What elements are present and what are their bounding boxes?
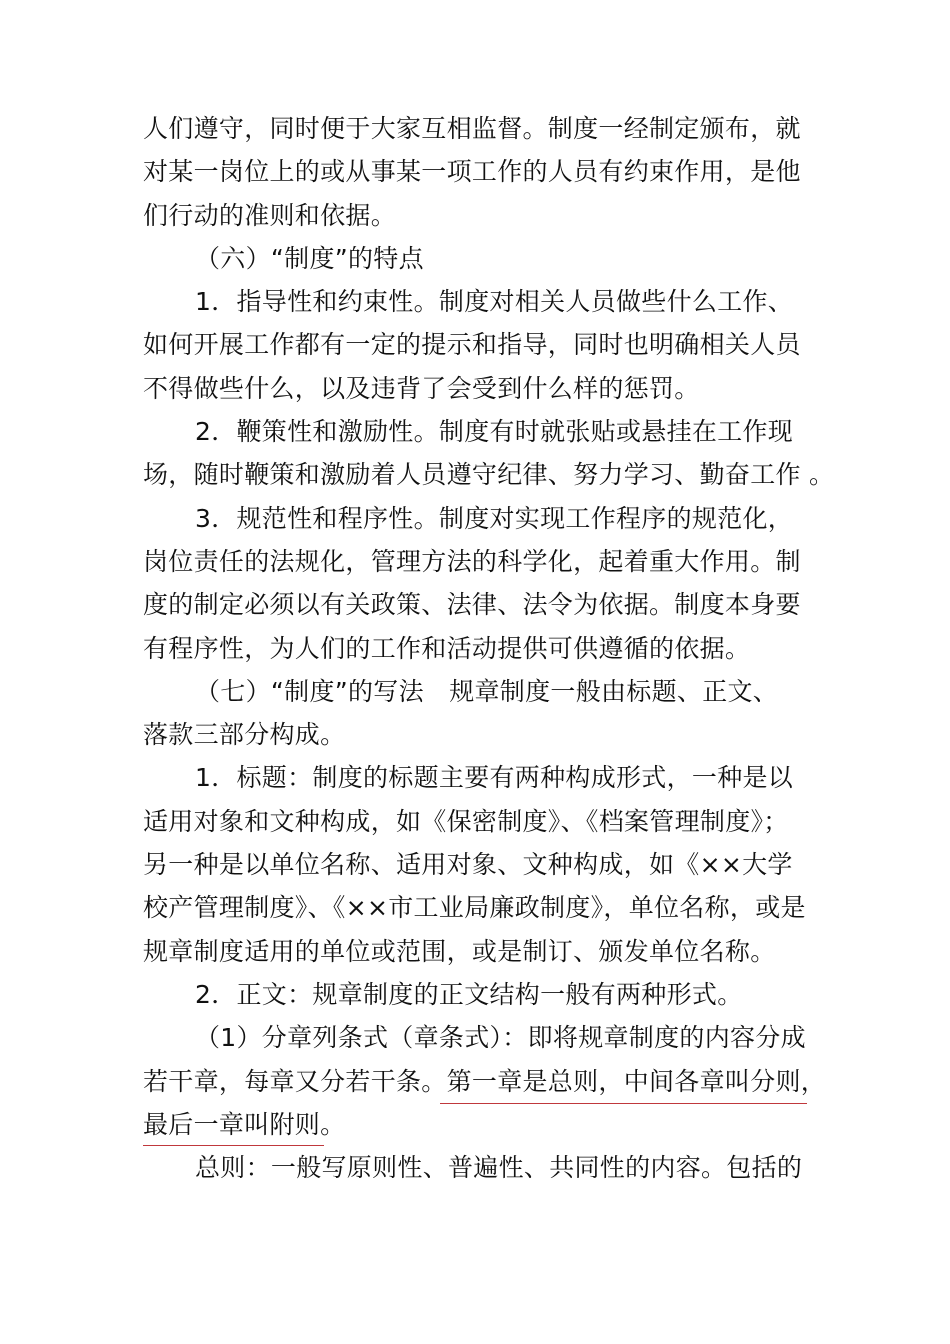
text-line: 2．鞭策性和激励性。制度有时就张贴或悬挂在工作现 — [195, 417, 794, 447]
underline-mark — [143, 1145, 324, 1146]
text-line: 最后一章叫附则。 — [143, 1109, 346, 1139]
text-line: 若干章，每章又分若干条。第一章是总则，中间各章叫分则， — [143, 1066, 827, 1096]
text-line: 3．规范性和程序性。制度对实现工作程序的规范化， — [195, 503, 794, 533]
text-line: 1．标题：制度的标题主要有两种构成形式，一种是以 — [195, 763, 794, 793]
text-line: 人们遵守，同时便于大家互相监督。制度一经制定颁布，就 — [143, 114, 801, 143]
text-line: 不得做些什么，以及违背了会受到什么样的惩罚。 — [143, 373, 700, 403]
text-line: 们行动的准则和依据。 — [143, 200, 397, 230]
text-line: 岗位责任的法规化，管理方法的科学化，起着重大作用。制 — [143, 546, 801, 576]
text-line: 有程序性，为人们的工作和活动提供可供遵循的依据。 — [143, 633, 751, 663]
section-heading: （七）“制度”的写法 规章制度一般由标题、正文、 — [195, 676, 779, 706]
text-line: 适用对象和文种构成，如《保密制度》、《档案管理制度》； — [143, 806, 789, 836]
text-line: 2．正文：规章制度的正文结构一般有两种形式。 — [195, 979, 743, 1009]
text-line: 对某一岗位上的或从事某一项工作的人员有约束作用，是他 — [143, 157, 801, 187]
underline-mark — [440, 1103, 807, 1104]
text-line: 规章制度适用的单位或范围，或是制订、颁发单位名称。 — [143, 936, 776, 966]
text-line: 度的制定必须以有关政策、法律、法令为依据。制度本身要 — [143, 590, 801, 620]
text-line: 落款三部分构成。 — [143, 720, 346, 750]
text-line: （1）分章列条式（章条式）：即将规章制度的内容分成 — [195, 1023, 806, 1053]
text-line: 总则：一般写原则性、普遍性、共同性的内容。包括的 — [195, 1153, 803, 1183]
section-heading: （六）“制度”的特点 — [195, 243, 424, 273]
text-line: 如何开展工作都有一定的提示和指导，同时也明确相关人员 — [143, 330, 801, 360]
text-line: 场，随时鞭策和激励着人员遵守纪律、努力学习、勤奋工作 。 — [143, 460, 835, 490]
text-line: 校产管理制度》、《××市工业局廉政制度》，单位名称，或是 — [143, 893, 806, 923]
text-line: 1．指导性和约束性。制度对相关人员做些什么工作、 — [195, 287, 794, 317]
body-text — [143, 107, 835, 1189]
text-line: 另一种是以单位名称、适用对象、文种构成，如《××大学 — [143, 850, 793, 880]
